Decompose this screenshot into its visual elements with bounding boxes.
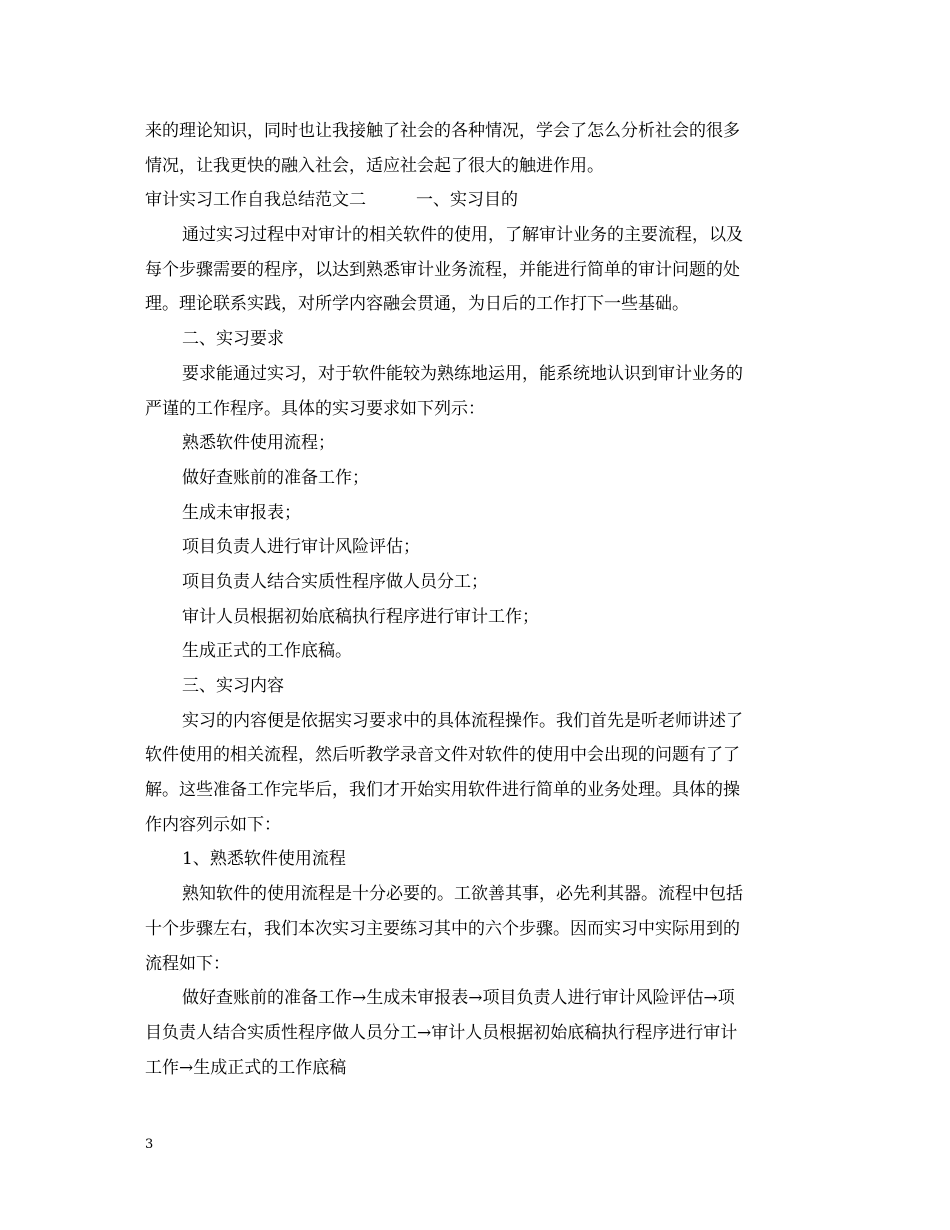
subheading: 二、实习要求 bbox=[182, 329, 284, 350]
paragraph-line: 目负责人结合实质性程序做人员分工→审计人员根据初始底稿执行程序进行审计 bbox=[145, 1022, 738, 1043]
document-body bbox=[145, 114, 805, 1085]
list-item: 做好查账前的准备工作； bbox=[182, 467, 369, 488]
paragraph-line: 实习的内容便是依据实习要求中的具体流程操作。我们首先是听老师讲述了 bbox=[182, 710, 743, 731]
paragraph-line: 流程如下： bbox=[145, 953, 230, 974]
paragraph-line: 解。这些准备工作完毕后，我们才开始实用软件进行简单的业务处理。具体的操 bbox=[145, 780, 740, 801]
section-subtitle: 一、实习目的 bbox=[416, 190, 518, 211]
list-item: 审计人员根据初始底稿执行程序进行审计工作； bbox=[182, 606, 539, 627]
list-item: 生成未审报表； bbox=[182, 502, 301, 523]
paragraph-line: 作内容列示如下： bbox=[145, 814, 281, 835]
paragraph-line: 理。理论联系实践，对所学内容融会贯通，为日后的工作打下一些基础。 bbox=[145, 294, 689, 315]
paragraph-line: 严谨的工作程序。具体的实习要求如下列示： bbox=[145, 398, 485, 419]
paragraph-line: 要求能通过实习，对于软件能较为熟练地运用，能系统地认识到审计业务的 bbox=[182, 363, 743, 384]
list-item: 项目负责人进行审计风险评估； bbox=[182, 537, 420, 558]
list-item: 熟悉软件使用流程； bbox=[182, 433, 335, 454]
paragraph-line: 工作→生成正式的工作底稿 bbox=[145, 1057, 347, 1078]
subheading: 三、实习内容 bbox=[182, 676, 284, 696]
paragraph-line: 做好查账前的准备工作→生成未审报表→项目负责人进行审计风险评估→项 bbox=[182, 988, 735, 1009]
section-heading bbox=[145, 183, 805, 218]
section-title: 审计实习工作自我总结范文二 bbox=[145, 190, 366, 211]
page-number: 3 bbox=[145, 1137, 154, 1152]
paragraph-line: 情况，让我更快的融入社会，适应社会起了很大的触进作用。 bbox=[145, 155, 604, 176]
subheading: 1、熟悉软件使用流程 bbox=[182, 849, 346, 870]
paragraph-line: 软件使用的相关流程，然后听教学录音文件对软件的使用中会出现的问题有了了 bbox=[145, 745, 740, 766]
paragraph-line: 来的理论知识，同时也让我接触了社会的各种情况，学会了怎么分析社会的很多 bbox=[145, 121, 740, 141]
list-item: 项目负责人结合实质性程序做人员分工； bbox=[182, 571, 488, 592]
paragraph-line: 每个步骤需要的程序，以达到熟悉审计业务流程，并能进行简单的审计问题的处 bbox=[145, 259, 740, 280]
paragraph-line: 熟知软件的使用流程是十分必要的。工欲善其事，必先利其器。流程中包括 bbox=[182, 884, 743, 905]
list-item: 生成正式的工作底稿。 bbox=[182, 641, 352, 662]
paragraph-line: 通过实习过程中对审计的相关软件的使用，了解审计业务的主要流程，以及 bbox=[182, 225, 743, 246]
paragraph-line: 十个步骤左右，我们本次实习主要练习其中的六个步骤。因而实习中实际用到的 bbox=[145, 918, 740, 939]
